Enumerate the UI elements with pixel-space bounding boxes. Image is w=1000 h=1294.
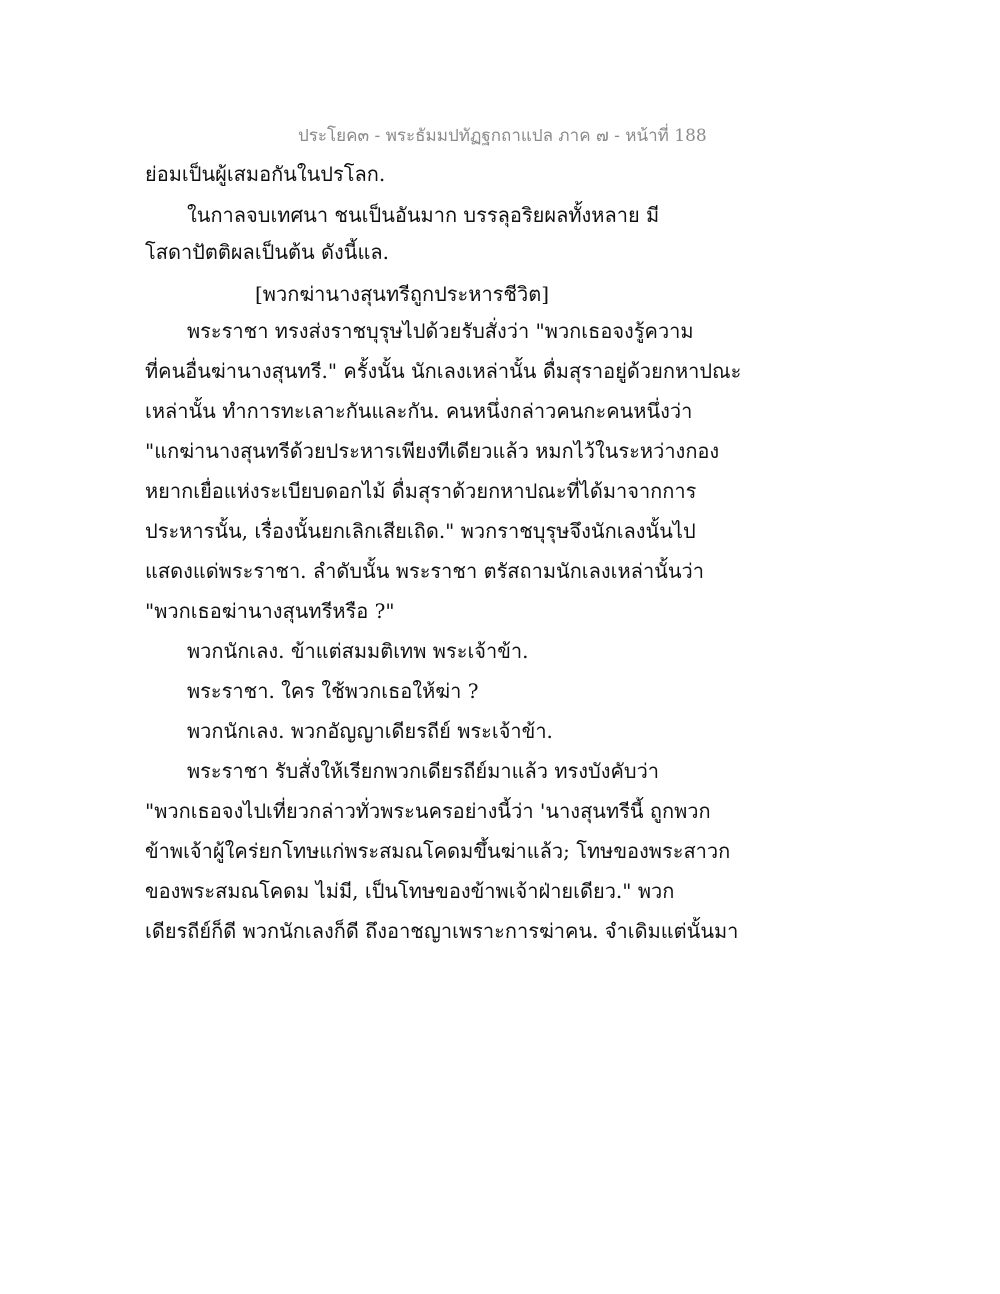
text-line: ที่คนอื่นฆ่านางสุนทรี." ครั้งนั้น นักเลงเหล่านั้น ดื่มสุราอยู่ด้วยกหาปณะ xyxy=(145,359,742,383)
text-line: "พวกเธอฆ่านางสุนทรีหรือ ?" xyxy=(145,599,395,623)
text-line: พระราชา รับสั่งให้เรียกพวกเดียรถีย์มาแล้ว ทรงบังคับว่า xyxy=(187,759,660,783)
text-line: ข้าพเจ้าผู้ใคร่ยกโทษแก่พระสมณโคดมขึ้นฆ่าแล้ว; โทษของพระสาวก xyxy=(145,839,731,863)
text-line: ในกาลจบเทศนา ชนเป็นอันมาก บรรลุอริยผลทั้งหลาย มี xyxy=(187,203,660,227)
text-line: พวกนักเลง. ข้าแต่สมมติเทพ พระเจ้าข้า. xyxy=(187,639,529,663)
text-line: พระราชา. ใคร ใช้พวกเธอให้ฆ่า ? xyxy=(187,679,479,703)
text-line: พระราชา ทรงส่งราชบุรุษไปด้วยรับสั่งว่า "พวกเธอจงรู้ความ xyxy=(187,319,694,343)
text-line: ย่อมเป็นผู้เสมอกันในปรโลก. xyxy=(145,162,386,186)
text-line: โสดาปัตติผลเป็นต้น ดังนี้แล. xyxy=(145,240,389,264)
text-line: เหล่านั้น ทำการทะเลาะกันและกัน. คนหนึ่งกล่าวคนกะคนหนึ่งว่า xyxy=(145,399,693,423)
text-line: ของพระสมณโคดม ไม่มี, เป็นโทษของข้าพเจ้าฝ่ายเดียว." พวก xyxy=(145,879,675,903)
text-line: พวกนักเลง. พวกอัญญาเดียรถีย์ พระเจ้าข้า. xyxy=(187,719,553,743)
text-line: แสดงแด่พระราชา. ลำดับนั้น พระราชา ตรัสถามนักเลงเหล่านั้นว่า xyxy=(145,559,704,583)
text-line: "พวกเธอจงไปเที่ยวกล่าวทั่วพระนครอย่างนี้ว่า 'นางสุนทรีนี้ ถูกพวก xyxy=(145,799,711,823)
text-line: "แกฆ่านางสุนทรีด้วยประหารเพียงทีเดียวแล้ว หมกไว้ในระหว่างกอง xyxy=(145,439,720,463)
text-line: เดียรถีย์ก็ดี พวกนักเลงก็ดี ถึงอาชญาเพราะการฆ่าคน. จำเดิมแต่นั้นมา xyxy=(145,919,739,943)
section-heading: [พวกฆ่านางสุนทรีถูกประหารชีวิต] xyxy=(255,282,550,306)
text-line: ประหารนั้น, เรื่องนั้นยกเลิกเสียเถิด." พวกราชบุรุษจึงนักเลงนั้นไป xyxy=(145,519,696,543)
text-line: หยากเยื่อแห่งระเบียบดอกไม้ ดื่มสุราด้วยกหาปณะที่ได้มาจากการ xyxy=(145,479,697,503)
page-header: ประโยค๓ - พระธัมมปทัฏฐกถาแปล ภาค ๗ - หน้าที่ 188 xyxy=(298,126,707,146)
